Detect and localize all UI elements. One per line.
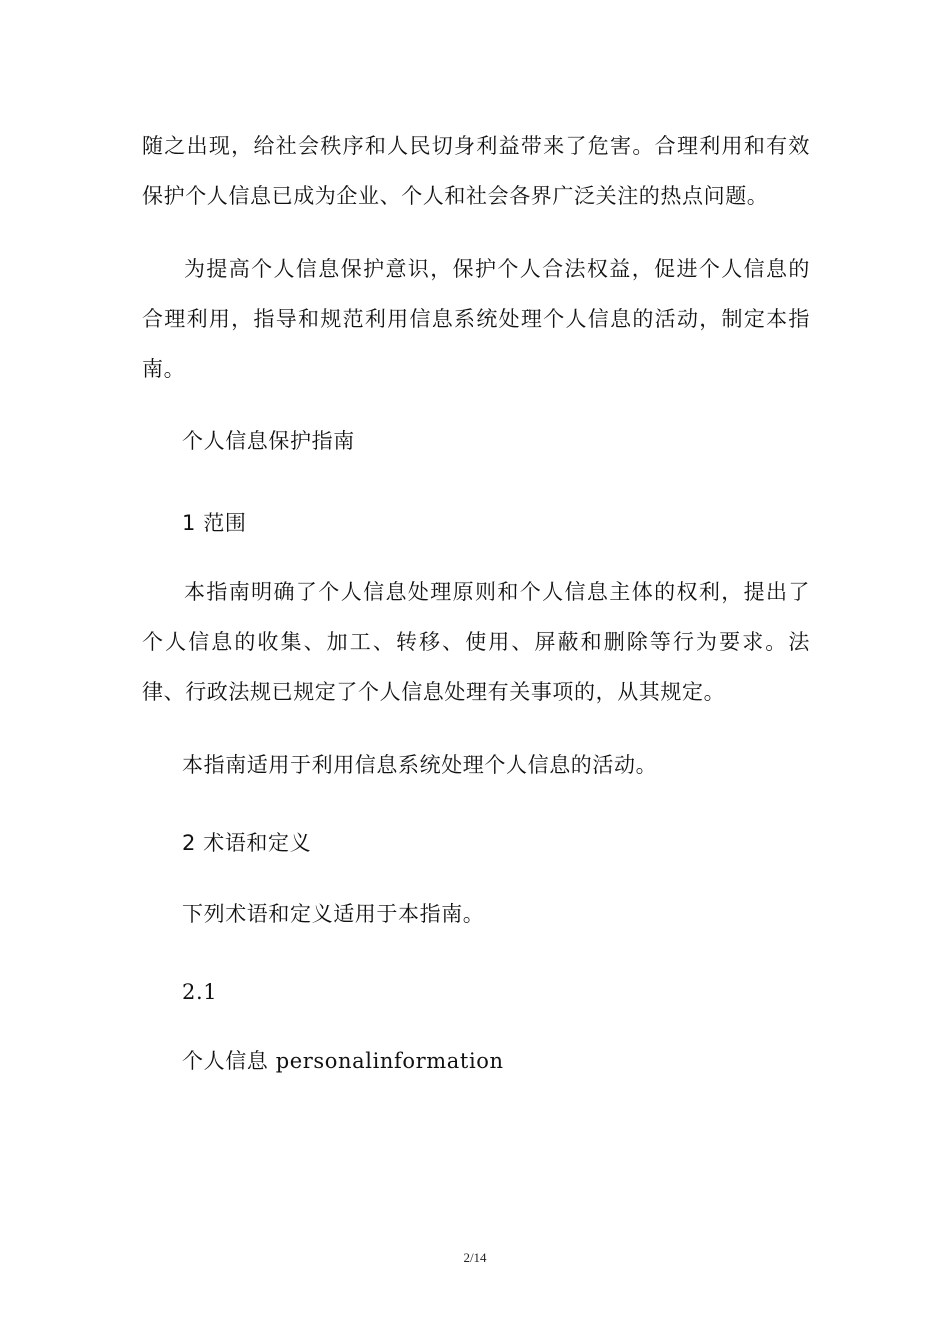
body-paragraph-purpose: 为提高个人信息保护意识，保护个人合法权益，促进个人信息的合理利用，指导和规范利用信息系统处理个人信息的活动，制定本指南。 <box>142 257 810 381</box>
term-english: personalinformation <box>275 1049 504 1073</box>
body-paragraph-terms-intro: 下列术语和定义适用于本指南。 <box>182 902 485 926</box>
term-entry <box>182 1046 504 1076</box>
document-title: 个人信息保护指南 <box>182 429 355 453</box>
section-heading-terms: 2 术语和定义 <box>182 831 312 855</box>
section-heading-scope: 1 范围 <box>182 511 247 535</box>
page-number: 2/14 <box>463 1250 487 1265</box>
body-paragraph-continuation: 随之出现，给社会秩序和人民切身利益带来了危害。合理利用和有效保护个人信息已成为企业、个人和社会各界广泛关注的热点问题。 <box>142 134 810 208</box>
clause-number: 2.1 <box>182 980 218 1004</box>
term-chinese: 个人信息 <box>182 1049 269 1073</box>
body-paragraph-applicability: 本指南适用于利用信息系统处理个人信息的活动。 <box>182 753 658 777</box>
body-paragraph-scope: 本指南明确了个人信息处理原则和个人信息主体的权利，提出了个人信息的收集、加工、转移、使用、屏蔽和删除等行为要求。法律、行政法规已规定了个人信息处理有关事项的，从其规定。 <box>142 580 810 704</box>
